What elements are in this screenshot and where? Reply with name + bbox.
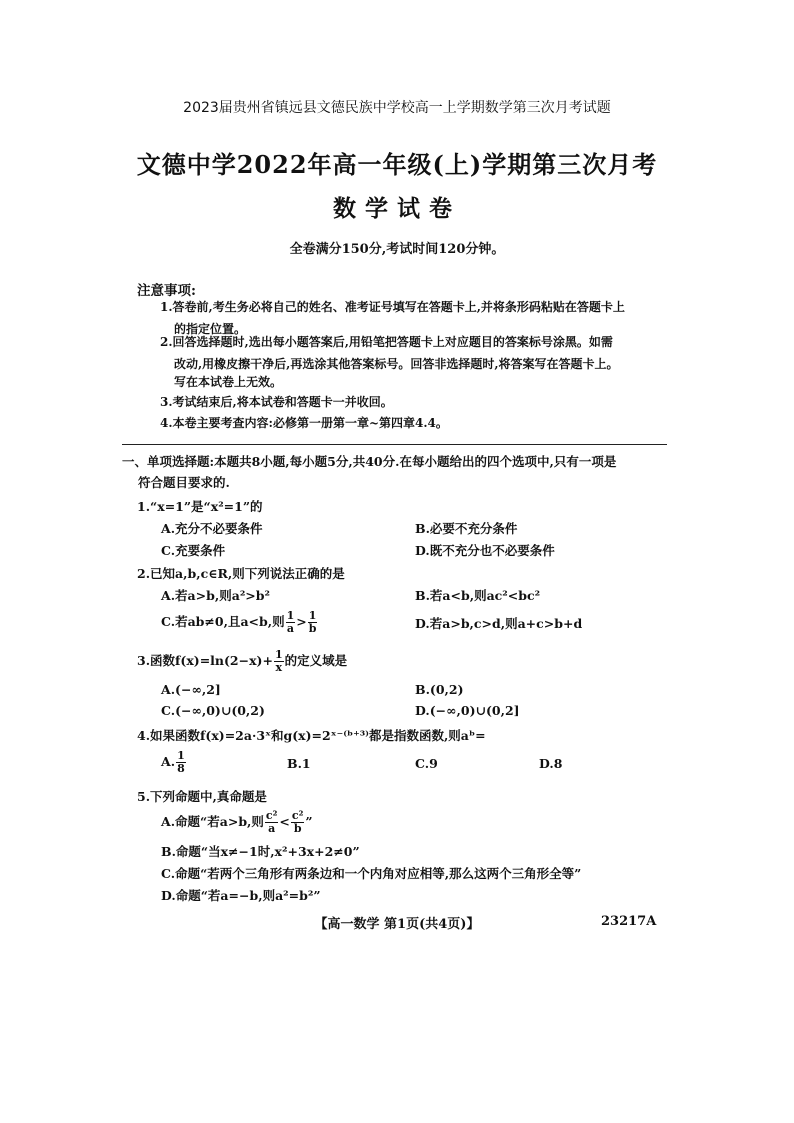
question-5-option-b: B.命题“当x≠−1时,x²+3x+2≠0” <box>161 844 360 859</box>
question-4-stem: 4.如果函数f(x)=2a·3ˣ和g(x)=2ˣ⁻⁽ᵇ⁺³⁾都是指数函数,则aᵇ= <box>137 728 486 743</box>
fraction-1-over-b: $\frac{1}{b}$ <box>308 609 317 635</box>
question-3-stem: 3.函数f(x)=ln(2−x)+ $\frac{1}{x}$ 的定义域是 <box>137 648 348 674</box>
fraction-1-over-a: $\frac{1}{a}$ <box>286 609 295 635</box>
page-footer: 【高一数学 第1页(共4页)】 <box>314 917 480 932</box>
section-1-instructions-cont: 符合题目要求的. <box>138 475 230 490</box>
question-3-option-c: C.(−∞,0)∪(0,2) <box>161 703 265 718</box>
notice-item-1-cont: 的指定位置。 <box>174 322 247 336</box>
question-5-stem: 5.下列命题中,真命题是 <box>137 789 267 804</box>
paper-code: 23217A <box>601 914 657 929</box>
question-3-option-b: B.(0,2) <box>415 682 464 697</box>
question-5-option-d: D.命题“若a=−b,则a²=b²” <box>161 888 321 903</box>
question-2-option-d: D.若a>b,c>d,则a+c>b+d <box>415 616 583 631</box>
question-1-option-c: C.充要条件 <box>161 543 226 558</box>
question-2-option-c: C.若ab≠0,且a<b,则 $\frac{1}{a}$ > $\frac{1}{b}$ <box>161 609 317 635</box>
notice-item-4: 4.本卷主要考查内容:必修第一册第一章~第四章4.4。 <box>160 416 448 430</box>
section-1-instructions: 一、单项选择题:本题共8小题,每小题5分,共40分.在每小题给出的四个选项中,只有一项是 <box>122 454 617 469</box>
question-5-option-c: C.命题“若两个三角形有两条边和一个内角对应相等,那么这两个三角形全等” <box>161 866 582 881</box>
section-divider <box>122 444 667 445</box>
question-2-option-c-text: C.若ab≠0,且a<b,则 <box>161 614 285 629</box>
notice-item-1: 1.答卷前,考生务必将自己的姓名、准考证号填写在答题卡上,并将条形码粘贴在答题卡上 <box>160 300 625 314</box>
question-4-option-b: B.1 <box>287 756 311 771</box>
question-1-stem: 1.“x=1”是“x²=1”的 <box>137 499 263 514</box>
exam-title: 文德中学2022年高一年级(上)学期第三次月考 <box>136 150 658 179</box>
fraction-1-over-8: $\frac{1}{8}$ <box>177 749 185 775</box>
fraction-c2-over-b: $\frac{\text{c²}}{b}$ <box>291 809 304 835</box>
notice-item-2-cont: 改动,用橡皮擦干净后,再选涂其他答案标号。回答非选择题时,将答案写在答题卡上。 <box>174 357 619 371</box>
question-1-option-a: A.充分不必要条件 <box>161 521 263 536</box>
notice-item-2: 2.回答选择题时,选出每小题答案后,用铅笔把答题卡上对应题目的答案标号涂黑。如需 <box>160 335 613 349</box>
question-4-option-d: D.8 <box>539 756 563 771</box>
score-time-info: 全卷满分150分,考试时间120分钟。 <box>289 242 505 257</box>
exam-subtitle: 数学试卷 <box>333 195 461 222</box>
question-2-option-a: A.若a>b,则a²>b² <box>161 588 270 603</box>
question-3-option-a: A.(−∞,2] <box>161 682 221 697</box>
notice-item-3: 3.考试结束后,将本试卷和答题卡一并收回。 <box>160 395 393 409</box>
notice-heading: 注意事项: <box>137 283 196 299</box>
question-4-option-a: A. $\frac{1}{8}$ <box>161 749 185 775</box>
document-source-title: 2023届贵州省镇远县文德民族中学校高一上学期数学第三次月考试题 <box>183 100 611 116</box>
question-2-option-b: B.若a<b,则ac²<bc² <box>415 588 541 603</box>
fraction-c2-over-a: $\frac{\text{c²}}{a}$ <box>265 809 278 835</box>
question-1-option-b: B.必要不充分条件 <box>415 521 518 536</box>
question-3-option-d: D.(−∞,0)∪(0,2] <box>415 703 520 718</box>
fraction-1-over-x: $\frac{1}{x}$ <box>274 648 283 674</box>
question-5-option-a: A.命题“若a>b,则 $\frac{\text{c²}}{a}$ < $\frac{\text{c²}}{b}$ ” <box>161 809 313 835</box>
question-2-stem: 2.已知a,b,c∈R,则下列说法正确的是 <box>137 566 345 581</box>
question-1-option-d: D.既不充分也不必要条件 <box>415 543 555 558</box>
notice-item-2-cont2: 写在本试卷上无效。 <box>174 375 283 389</box>
question-4-option-c: C.9 <box>415 756 438 771</box>
